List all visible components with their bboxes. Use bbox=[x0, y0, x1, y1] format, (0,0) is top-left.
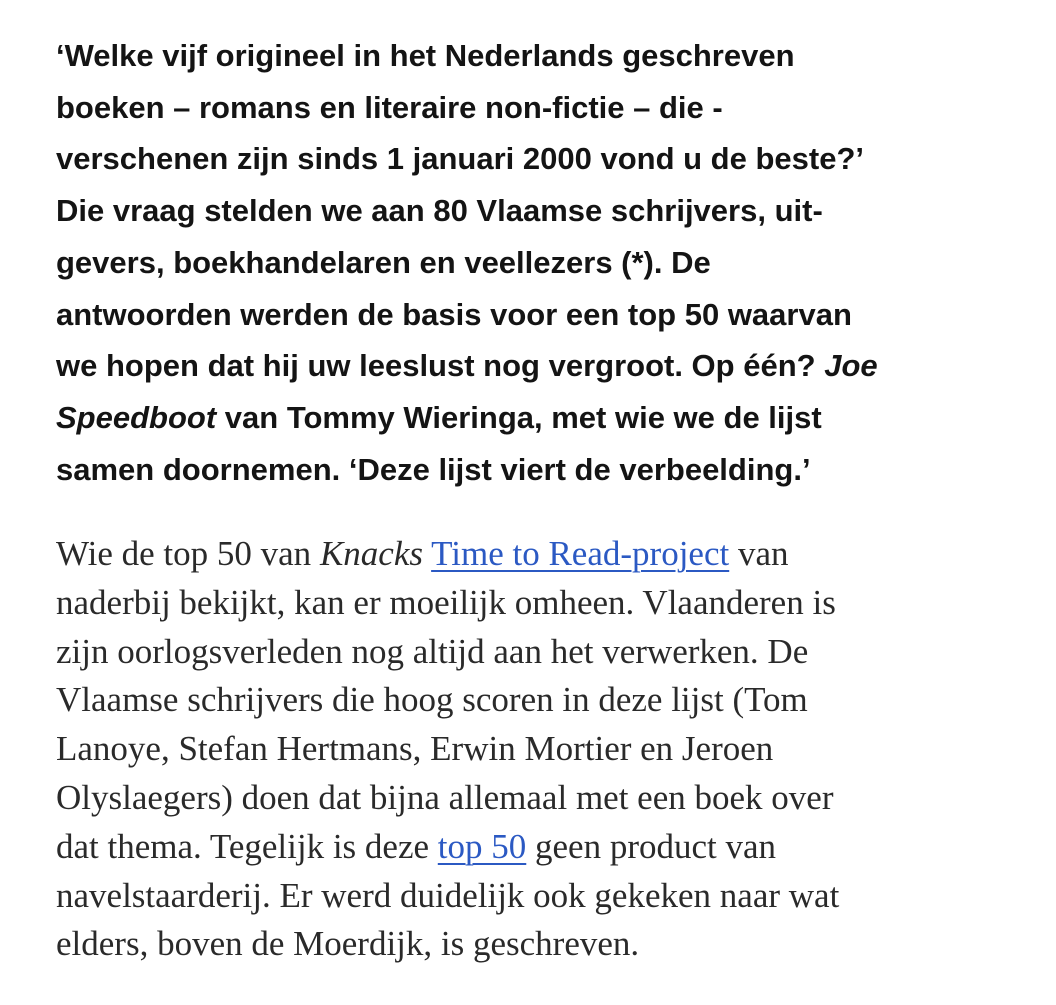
lead-line-6: antwoorden werden de basis voor een top 50 waarvan bbox=[56, 296, 852, 332]
article bbox=[56, 30, 1006, 964]
body-line-1-end: van bbox=[729, 534, 789, 573]
body-line-7 bbox=[56, 823, 839, 872]
body-line-4: Vlaamse schrijvers die hoog scoren in deze lijst (Tom bbox=[56, 680, 808, 720]
body-line-5: Lanoye, Stefan Hertmans, Erwin Mortier en Jeroen bbox=[56, 729, 774, 769]
body-line-1 bbox=[56, 530, 839, 579]
body-line-9: elders, boven de Moerdijk, is geschreven. bbox=[56, 924, 640, 964]
lead-line-7 bbox=[56, 340, 1006, 392]
time-to-read-link[interactable]: Time to Read-project bbox=[431, 534, 730, 573]
lead-line-8 bbox=[56, 392, 1006, 444]
lead-line-2: boeken – romans en literaire non-fictie – die - bbox=[56, 89, 723, 125]
article-body-paragraph bbox=[56, 530, 839, 969]
body-line-8: navelstaarderij. Er werd duidelijk ook gekeken naar wat bbox=[56, 875, 840, 915]
body-line-7-text: dat thema. Tegelijk is deze bbox=[56, 826, 438, 866]
body-line-1-space bbox=[423, 534, 431, 573]
article-lead bbox=[56, 30, 1006, 495]
book-title-speedboot: Speedboot bbox=[56, 399, 217, 435]
lead-line-1: ‘Welke vijf origineel in het Nederlands geschreven bbox=[56, 38, 795, 73]
book-title-joe: Joe bbox=[824, 348, 878, 384]
body-line-2: naderbij bekijkt, kan er moeilijk omheen. Vlaanderen is bbox=[56, 582, 836, 622]
lead-line-4: Die vraag stelden we aan 80 Vlaamse schrijvers, uit- bbox=[56, 193, 823, 229]
lead-line-7-text: we hopen dat hij uw leeslust nog vergroot. Op één? bbox=[56, 348, 825, 384]
body-line-1-text: Wie de top 50 van bbox=[56, 534, 320, 573]
body-line-6: Olyslaegers) doen dat bijna allemaal met een boek over bbox=[56, 777, 834, 817]
body-line-7-end: geen product van bbox=[526, 826, 777, 866]
top-50-link[interactable]: top 50 bbox=[437, 826, 527, 866]
magazine-name: Knacks bbox=[319, 534, 423, 573]
lead-line-3: verschenen zijn sinds 1 januari 2000 vond u de beste?’ bbox=[56, 141, 864, 177]
lead-line-8-text: van Tommy Wieringa, met wie we de lijst bbox=[216, 399, 822, 435]
lead-line-9: samen doornemen. ‘Deze lijst viert de verbeelding.’ bbox=[56, 451, 811, 487]
body-line-3: zijn oorlogsverleden nog altijd aan het verwerken. De bbox=[56, 631, 809, 671]
lead-line-5: gevers, boekhandelaren en veellezers (*). De bbox=[56, 244, 711, 280]
